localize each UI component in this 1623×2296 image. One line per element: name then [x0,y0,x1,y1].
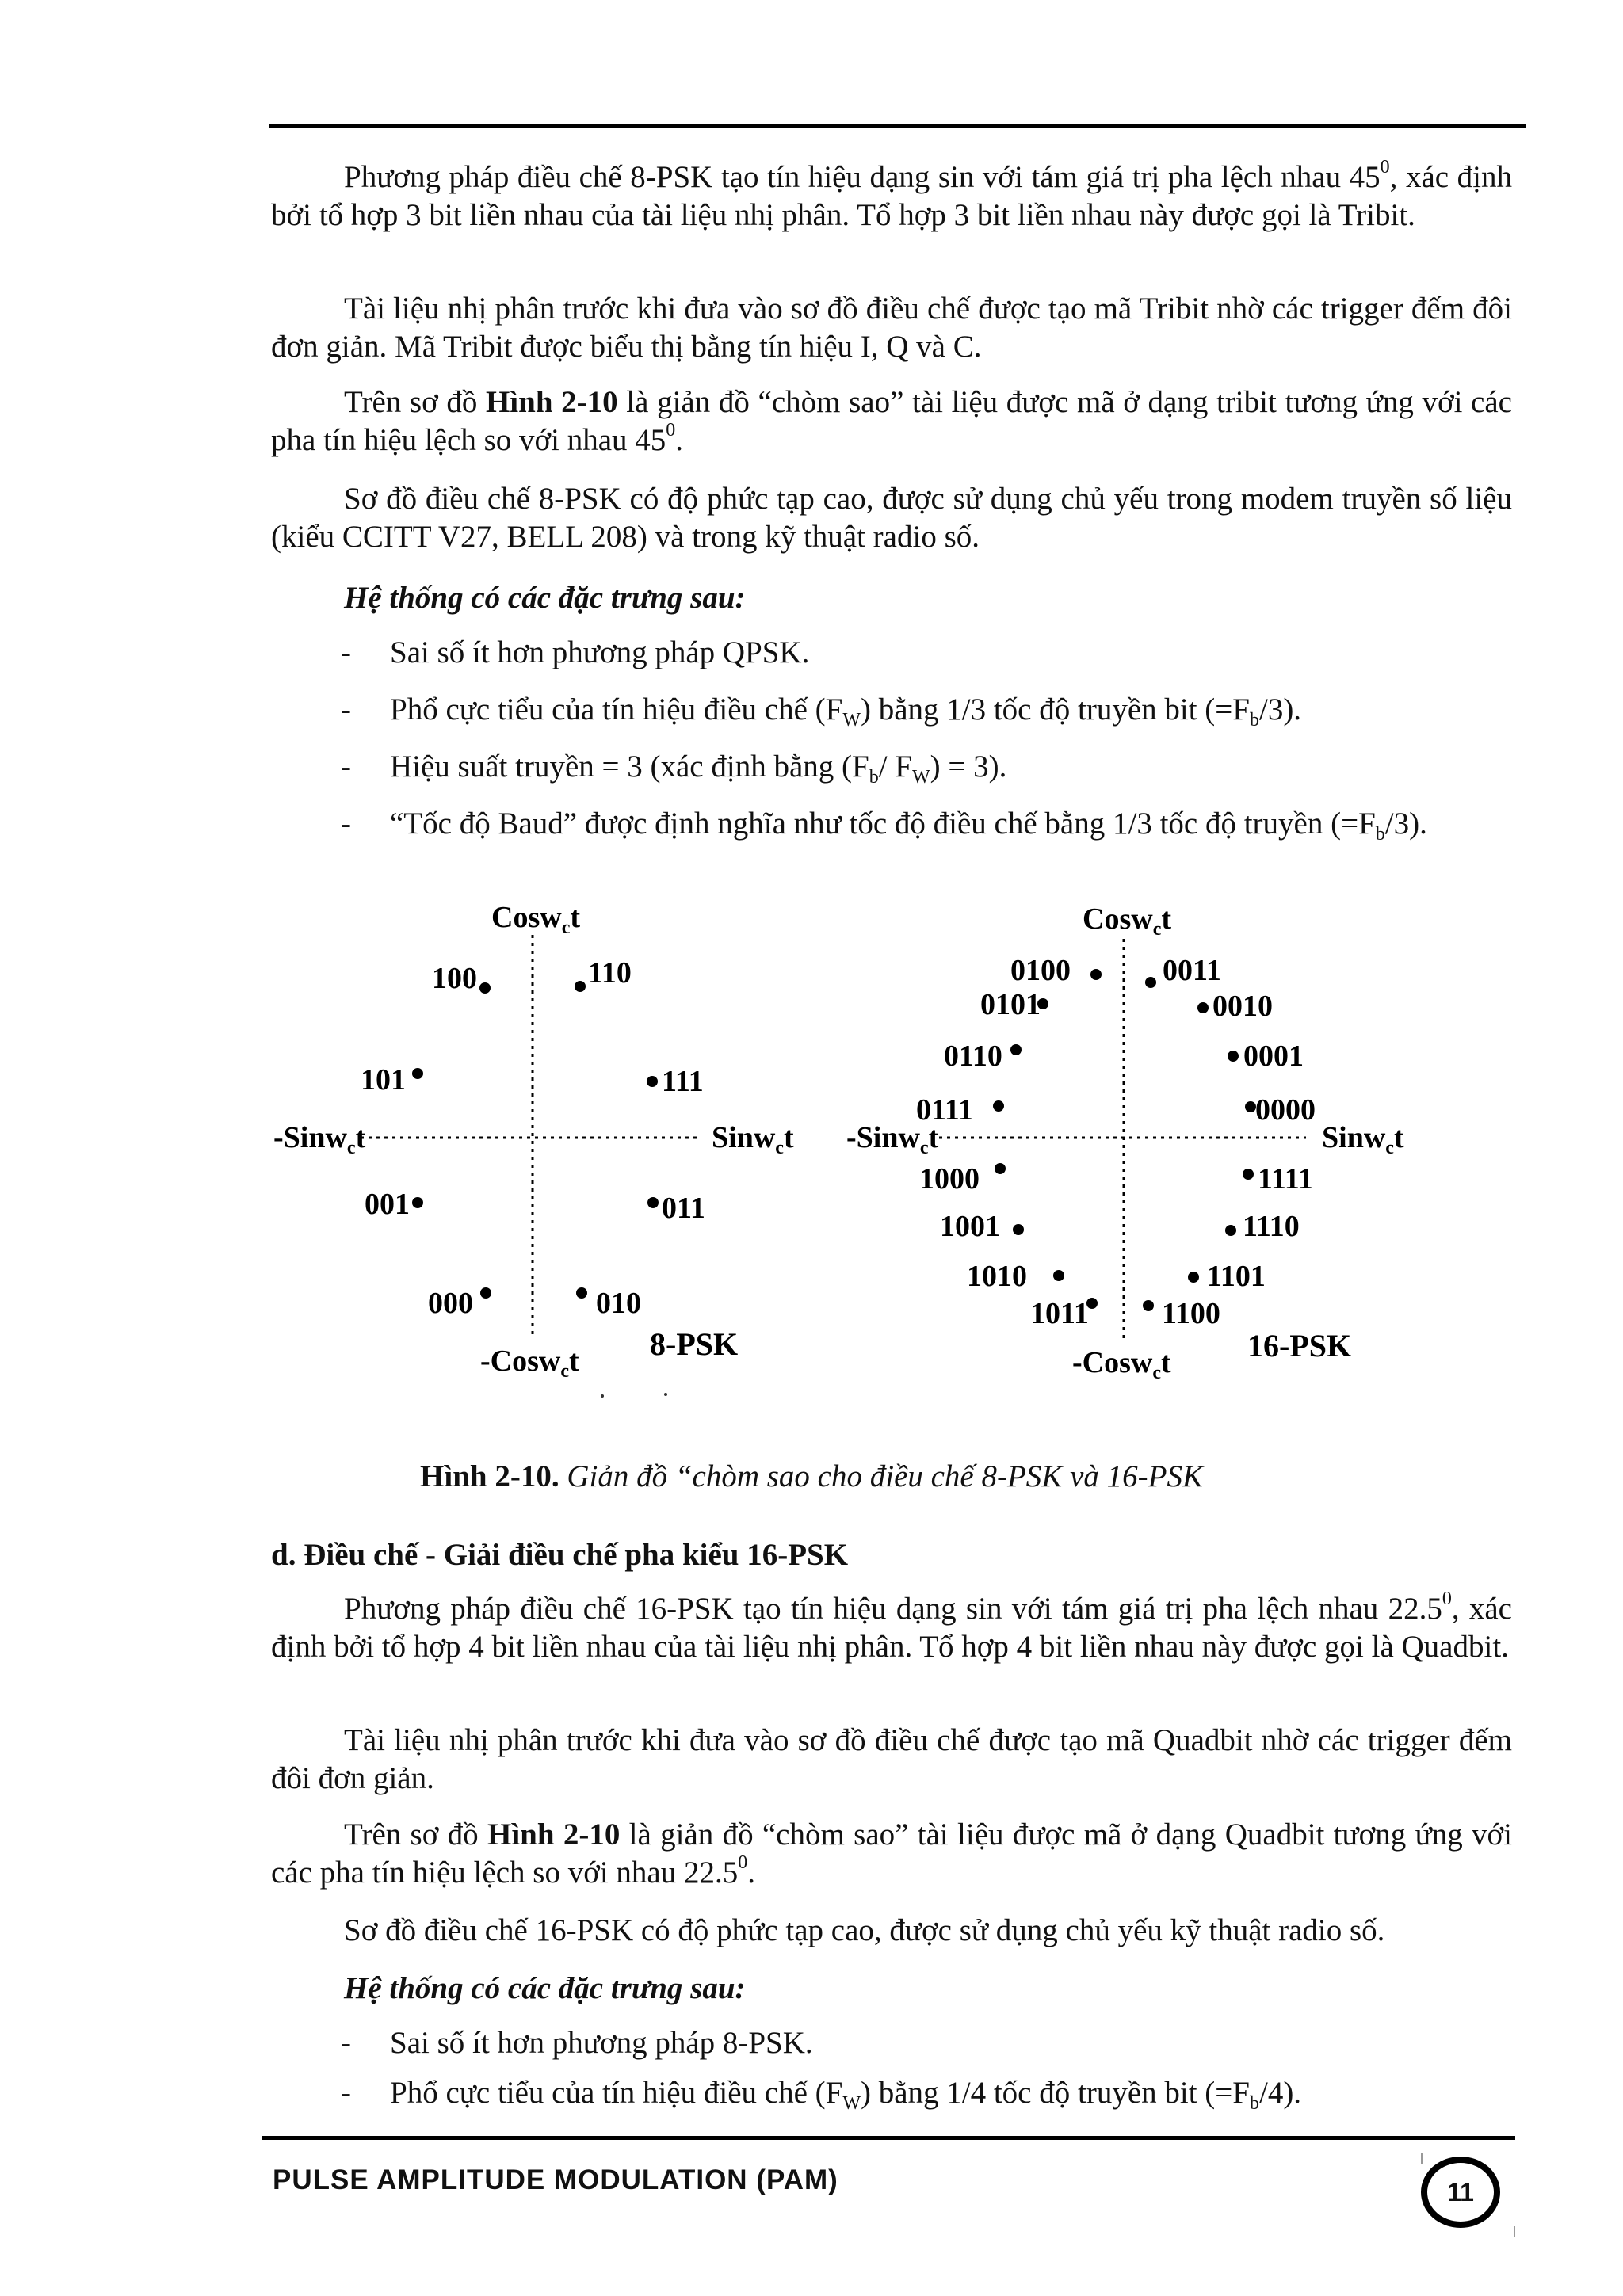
point-label: 100 [432,962,477,995]
point-label: 000 [428,1287,473,1320]
constellation-point [1188,1272,1199,1283]
point-label: 0000 [1255,1093,1316,1127]
constellation-point [1053,1270,1064,1281]
point-label: 0111 [916,1093,973,1127]
constellation-point [412,1197,423,1208]
constellation-point [1228,1051,1239,1062]
point-label: 011 [662,1192,705,1225]
point-label: 1000 [919,1162,980,1196]
axis-label-sin: Sinw$_c$t [712,1121,794,1158]
point-label: 1101 [1207,1260,1266,1293]
diagram-label-16psk: 16-PSK [1247,1328,1352,1363]
diagram-label-8psk: 8-PSK [650,1326,739,1362]
constellation-point [480,1287,491,1299]
point-label: 010 [596,1287,641,1320]
constellation-point [1143,1300,1154,1311]
point-label: 0001 [1243,1039,1304,1073]
constellation-point [575,981,586,992]
constellation-point [412,1068,423,1079]
paragraph-figure-ref-2: Trên sơ đồ Hình 2-10 là giản đồ “chòm sao” tài liệu được mã ở dạng Quadbit tương ứng với các pha tín hiệu lệch so với nhau 22.5$^0$. [271,1817,1512,1890]
constellation-point [479,982,491,994]
point-label: 0011 [1163,954,1221,987]
axis-label-neg-sin: -Sinw$_c$t [846,1121,939,1158]
constellation-point [1243,1169,1254,1180]
point-label: 0100 [1010,954,1071,987]
point-label: 001 [365,1188,410,1221]
point-label: 110 [588,956,632,990]
constellation-point [995,1163,1006,1174]
constellation-point [1225,1225,1236,1236]
paragraph-quadbit: Tài liệu nhị phân trước khi đưa vào sơ đồ điều chế được tạo mã Quadbit nhờ các trigger đếm đôi đơn giản. [271,1723,1512,1795]
axis-label-neg-sin: -Sinw$_c$t [273,1121,366,1158]
page-number: 11 [1447,2177,1474,2206]
axis-label-cos: Cosw$_c$t [1083,902,1171,940]
paragraph-figure-ref-1: Trên sơ đồ Hình 2-10 là giản đồ “chòm sao” tài liệu được mã ở dạng tribit tương ứng với các pha tín hiệu lệch so với nhau $45^0$. [271,385,1512,457]
section-heading-d: d. Điều chế - Giải điều chế pha kiểu 16-PSK [271,1538,849,1572]
figure-caption: Hình 2-10. Giản đồ “chòm sao cho điều chế 8-PSK và 16-PSK [420,1459,1203,1493]
paragraph-tribit: Tài liệu nhị phân trước khi đưa vào sơ đồ điều chế được tạo mã Tribit nhờ các trigger đếm đôi đơn giản. Mã Tribit được biểu thị bằng tín hiệu I, Q và C. [271,292,1512,364]
paragraph-8psk-usage: Sơ đồ điều chế 8-PSK có độ phức tạp cao, được sử dụng chủ yếu trong modem truyền số liệu (kiểu CCITT V27, BELL 208) và trong kỹ thuật radio số. [271,482,1512,554]
constellation-16psk [846,902,1404,1383]
constellation-point [1245,1101,1256,1112]
paragraph-8psk-intro: Phương pháp điều chế 8-PSK tạo tín hiệu dạng sin với tám giá trị pha lệch nhau $45^0$, xác định bởi tổ hợp 3 bit liền nhau của tài liệu nhị phân. Tổ hợp 3 bit liền nhau này được gọi là Tribit. [271,157,1512,232]
point-label: 1110 [1243,1210,1300,1243]
constellation-point [576,1287,587,1299]
paragraph-16psk-intro: Phương pháp điều chế 16-PSK tạo tín hiệu dạng sin với tám giá trị pha lệch nhau 22.5$^0$, xác định bởi tổ hợp 4 bit liền nhau của tài liệu nhị phân. Tổ hợp 4 bit liền nhau này được gọi là Quadbit. [271,1589,1512,1664]
constellation-point [1013,1224,1024,1235]
constellation-point [647,1076,658,1087]
constellation-point [1197,1002,1209,1013]
point-label: 1001 [940,1210,1000,1243]
point-label: 1100 [1162,1297,1220,1330]
constellation-point [647,1197,659,1208]
features-heading-1: Hệ thống có các đặc trưng sau: [344,581,746,615]
page-number-badge [1421,2157,1500,2228]
axis-label-neg-cos: -Cosw$_c$t [480,1344,579,1382]
paragraph-16psk-usage: Sơ đồ điều chế 16-PSK có độ phức tạp cao, được sử dụng chủ yếu kỹ thuật radio số. [344,1913,1385,1947]
point-label: 101 [361,1063,406,1097]
footer-rule [262,2136,1515,2140]
features-heading-2: Hệ thống có các đặc trưng sau: [344,1971,746,2005]
point-label: 0010 [1212,990,1273,1023]
point-label: 111 [662,1065,704,1098]
footer-title: PULSE AMPLITUDE MODULATION (PAM) [273,2164,838,2195]
point-label: 0110 [944,1039,1002,1073]
constellation-point [1145,977,1156,988]
axis-label-cos: Cosw$_c$t [491,901,580,938]
point-label: 0101 [980,988,1041,1021]
axis-label-neg-cos: -Cosw$_c$t [1072,1346,1171,1383]
constellation-point [993,1100,1004,1112]
point-label: 1011 [1030,1297,1089,1330]
axis-label-sin: Sinw$_c$t [1322,1121,1404,1158]
constellation-point [1090,969,1102,980]
point-label: 1010 [967,1260,1027,1293]
constellation-point [1010,1044,1022,1055]
point-label: 1111 [1258,1162,1313,1196]
